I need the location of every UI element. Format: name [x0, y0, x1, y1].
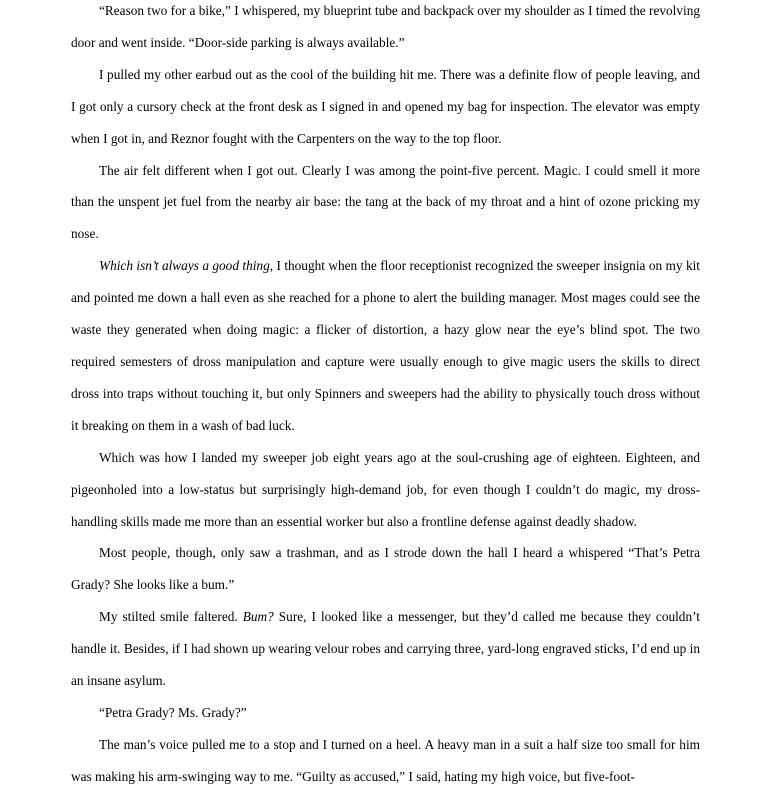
paragraph [71, 729, 700, 793]
paragraph [71, 601, 700, 697]
italic-thought: Which isn’t always a good thing, [99, 258, 274, 274]
text-span: The air felt different when I got out. Clearly I was among the point-five percent. Magic. I could smell it more than the unspent jet fuel from the nearby air base: the tang at the back of my throat and a hint of ozone pricking my nose. [71, 162, 700, 242]
italic-word: Bum? [242, 609, 274, 625]
text-span: Sure, I looked like a messenger, but they’d called me because they couldn’t handle it. Besides, if I had shown up wearing velour robes and carrying three, yard-long engraved sticks, I’d end up in an insane asylum. [71, 609, 700, 689]
document-page [71, 0, 700, 793]
text-span: I thought when the floor receptionist recognized the sweeper insignia on my kit and pointed me down a hall even as she reached for a phone to alert the building manager. Most mages could see the waste they generated when doing magic: a flicker of distortion, a hazy glow near the eye’s blind spot. The two required semesters of dross manipulation and capture were usually enough to give magic users the skills to direct dross into traps without touching it, but only Spinners and sweepers had the ability to physically touch dross without it breaking on them in a wash of bad luck. [71, 258, 701, 433]
text-span: “Petra Grady? Ms. Grady?” [99, 704, 247, 720]
text-span: The man’s voice pulled me to a stop and I turned on a heel. A heavy man in a suit a half size too small for him was making his arm-swinging way to me. “Guilty as accused,” I said, hating my high voice, but five-foot- [71, 736, 700, 784]
paragraph [71, 59, 700, 155]
paragraph [71, 697, 700, 729]
text-span: My stilted smile faltered. [99, 609, 243, 625]
paragraph [71, 155, 700, 251]
text-span: “Reason two for a bike,” I whispered, my blueprint tube and backpack over my shoulder as I timed the revolving door and went inside. “Door-side parking is always available.” [71, 3, 700, 50]
paragraph [71, 537, 700, 601]
paragraph [71, 442, 700, 538]
text-span: Most people, though, only saw a trashman, and as I strode down the hall I heard a whispered “That’s Petra Grady? She looks like a bum.” [71, 545, 700, 593]
text-span: Which was how I landed my sweeper job eight years ago at the soul-crushing age of eighteen. Eighteen, and pigeonholed into a low-status but surprisingly high-demand job, for even though I couldn’t do magic, my dross-handling skills made me more than an essential worker but also a frontline defense against deadly shadow. [71, 449, 700, 529]
text-span: I pulled my other earbud out as the cool of the building hit me. There was a definite flow of people leaving, and I got only a cursory check at the front desk as I signed in and opened my bag for inspection. The elevator was empty when I got in, and Reznor fought with the Carpenters on the way to the top floor. [71, 66, 700, 146]
paragraph [71, 250, 700, 441]
paragraph [71, 0, 700, 59]
